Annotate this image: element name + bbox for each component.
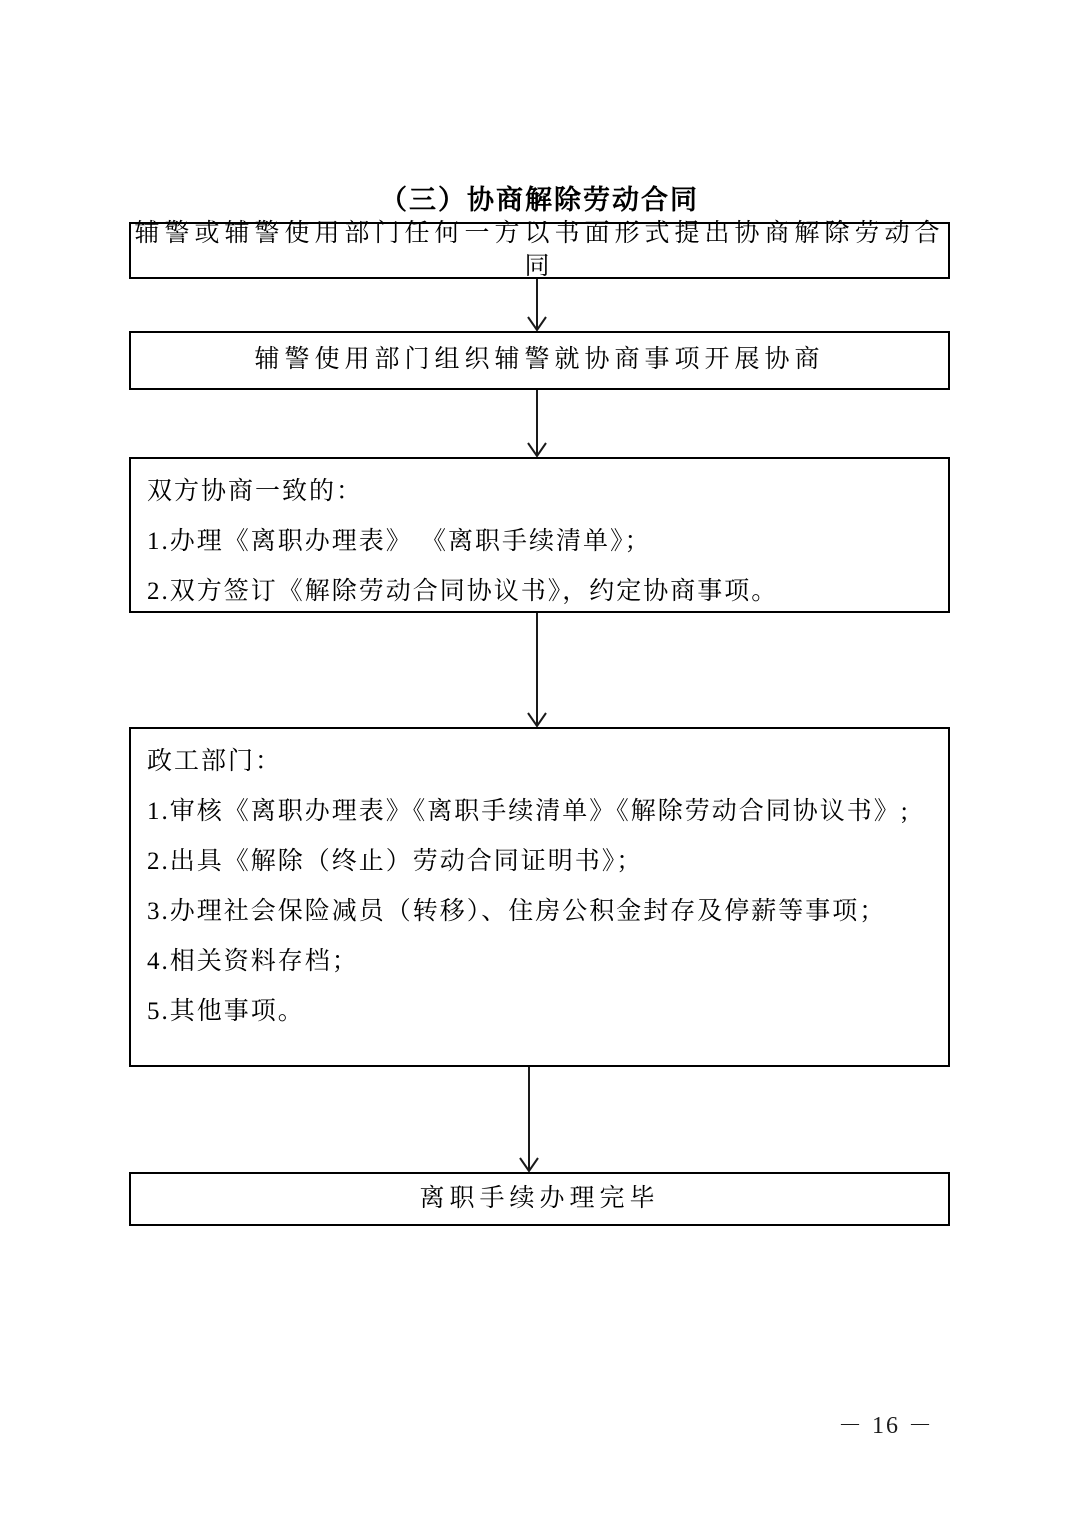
flow-node-text: 2.双方签订《解除劳动合同协议书》，约定协商事项。 — [147, 578, 779, 605]
flow-node-text: 4.相关资料存档； — [147, 948, 359, 975]
flow-node-text: 1.办理《离职办理表》 《离职手续清单》； — [147, 528, 652, 555]
flow-node-organize-negotiation — [129, 331, 950, 390]
flow-node-text: 辅警或辅警使用部门任何一方以书面形式提出协商解除劳动合同 — [134, 220, 945, 280]
flow-node-text: 辅警使用部门组织辅警就协商事项开展协商 — [254, 346, 825, 374]
flow-node-text: 2.出具《解除（终止）劳动合同证明书》； — [147, 848, 644, 875]
flow-node-text: 5.其他事项。 — [147, 998, 305, 1025]
flow-node-procedures-completed — [129, 1172, 950, 1226]
arrow-down-icon — [525, 613, 549, 727]
flow-node-text: 双方协商一致的： — [147, 478, 364, 505]
flow-node-text: 政工部门： — [147, 748, 283, 775]
arrow-down-icon — [525, 279, 549, 331]
flow-node-text: 3.办理社会保险减员（转移）、住房公积金封存及停薪等事项； — [147, 898, 887, 925]
flow-node-text: 1.审核《离职办理表》《离职手续清单》《解除劳动合同协议书》; — [147, 798, 910, 825]
arrow-down-icon — [517, 1067, 541, 1172]
flow-node-agreement-reached — [129, 457, 950, 613]
flow-node-text: 离职手续办理完毕 — [419, 1184, 660, 1212]
page-number: － 16 － — [838, 1413, 934, 1439]
flow-node-politics-department-tasks — [129, 727, 950, 1067]
flow-node-propose-termination — [129, 222, 950, 279]
section-title: （三）协商解除劳动合同 — [380, 185, 699, 215]
arrow-down-icon — [525, 390, 549, 457]
